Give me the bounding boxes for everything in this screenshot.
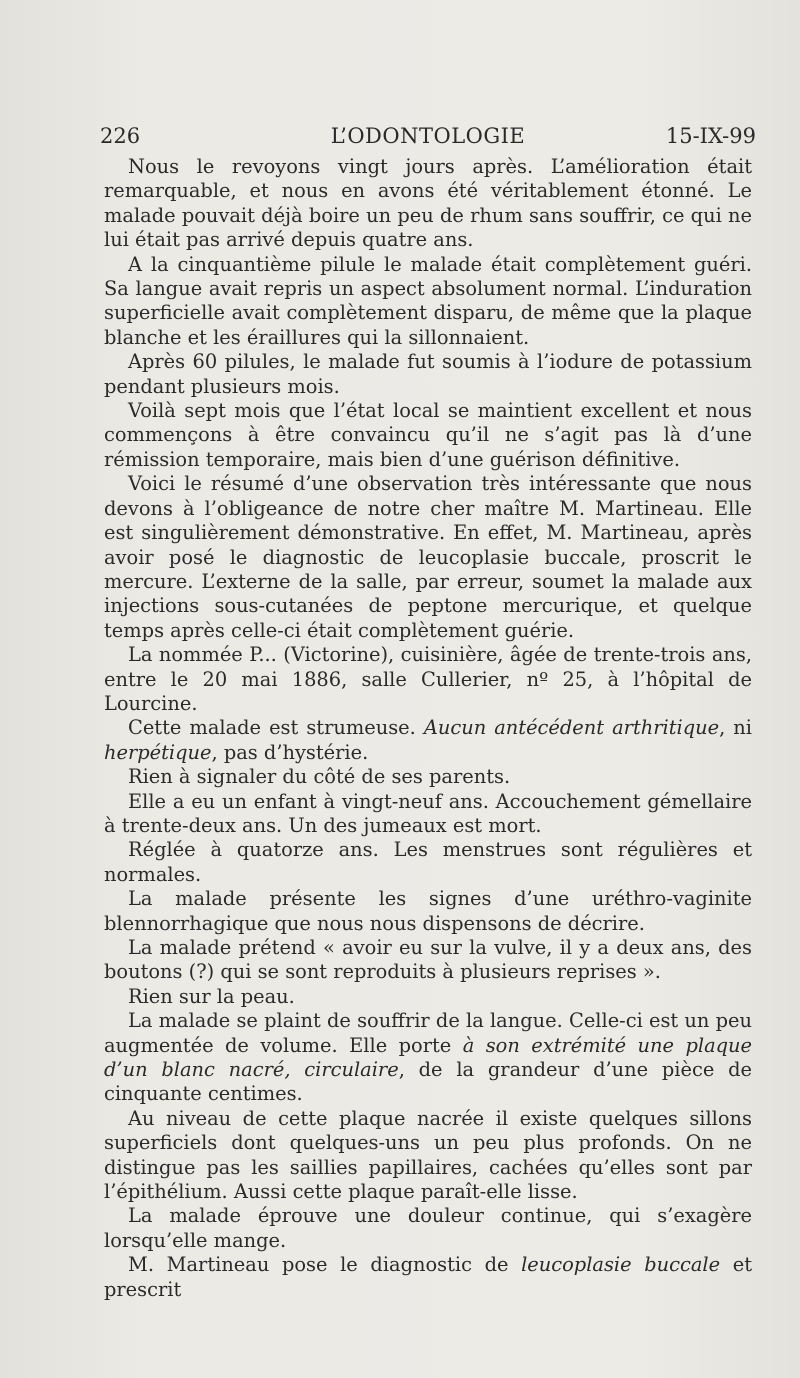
paragraph: La nommée P... (Victorine), cuisinière, âgée de trente-trois ans, entre le 20 mai 1886, salle Cullerier, nº 25, à l’hôpital de Lourcine. — [104, 643, 752, 715]
paragraph: Nous le revoyons vingt jours après. L’amélioration était remarquable, et nous en avons été véritablement étonné. Le malade pouvait déjà boire un peu de rhum sans souffrir, ce qui ne lui était pas arrivé depuis quatre ans. — [104, 155, 752, 252]
paragraph: Voilà sept mois que l’état local se maintient excellent et nous commençons à être convaincu qu’il ne s’agit pas là d’une rémission temporaire, mais bien d’une guérison définitive. — [104, 399, 752, 471]
paragraph: Réglée à quatorze ans. Les menstrues sont régulières et normales. — [104, 838, 752, 886]
paragraph: Au niveau de cette plaque nacrée il existe quelques sillons superficiels dont quelques-uns un peu plus profonds. On ne distingue pas les saillies papillaires, cachées qu’elles sont par l’épithélium. Aussi cette plaque paraît-elle lisse. — [104, 1106, 752, 1204]
paragraph: Après 60 pilules, le malade fut soumis à l’iodure de potassium pendant plusieurs mois. — [104, 350, 752, 398]
paragraph: M. Martineau pose le diagnostic de leucoplasie buccale et prescrit — [104, 1253, 753, 1301]
paragraph: Rien à signaler du côté de ses parents. — [128, 765, 511, 789]
paragraph: La malade se plaint de souffrir de la langue. Celle-ci est un peu augmentée de volume. Elle porte à son extrémité une plaque d’un blanc nacré, circulaire, de la grandeur d’une pièce de cinquante centimes. — [104, 1009, 753, 1106]
journal-title: L’ODONTOLOGIE — [330, 124, 526, 148]
page-number: 226 — [100, 124, 141, 148]
paragraph: Elle a eu un enfant à vingt-neuf ans. Accouchement gémellaire à trente-deux ans. Un des jumeaux est mort. — [104, 789, 752, 837]
paragraph: La malade prétend « avoir eu sur la vulve, il y a deux ans, des boutons (?) qui se sont reproduits à plusieurs reprises ». — [104, 936, 752, 984]
paragraph: Cette malade est strumeuse. Aucun antécédent arthritique, ni herpétique, pas d’hystérie. — [104, 716, 752, 764]
paragraph: Voici le résumé d’une observation très intéressante que nous devons à l’obligeance de notre cher maître M. Martineau. Elle est singulièrement démonstrative. En effet, M. Martineau, après avoir posé le diagnostic de leucoplasie buccale, proscrit le mercure. L’externe de la salle, par erreur, soumet la malade aux injections sous-cutanées de peptone mercurique, et quelque temps après celle-ci était complètement guérie. — [104, 472, 752, 642]
running-header — [100, 124, 756, 152]
issue-date: 15-IX-99 — [665, 124, 756, 148]
paragraph: Rien sur la peau. — [128, 984, 295, 1008]
paragraph: La malade éprouve une douleur continue, qui s’exagère lorsqu’elle mange. — [104, 1204, 752, 1252]
paragraph: A la cinquantième pilule le malade était complètement guéri. Sa langue avait repris un aspect absolument normal. L’induration superficielle avait complètement disparu, de même que la plaque blanche et les éraillures qui la sillonnaient. — [104, 252, 752, 349]
paragraph: La malade présente les signes d’une uréthro-vaginite blennorrhagique que nous nous dispensons de décrire. — [104, 887, 752, 935]
body-text — [104, 155, 752, 1302]
